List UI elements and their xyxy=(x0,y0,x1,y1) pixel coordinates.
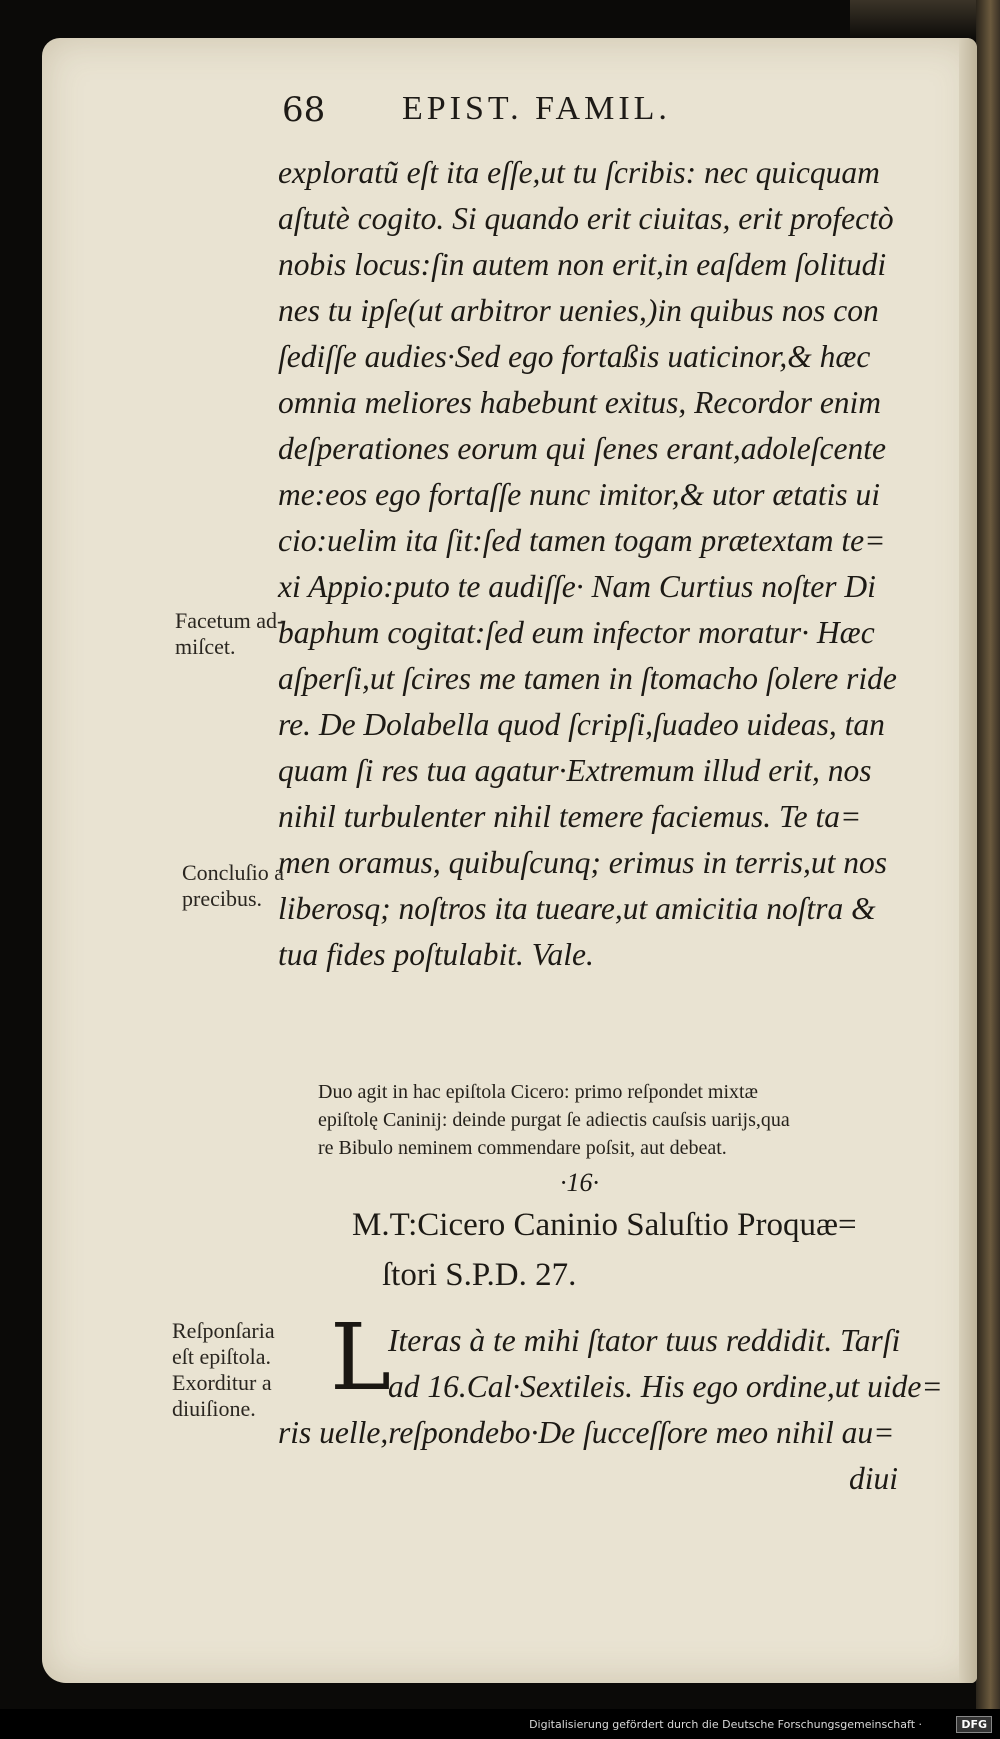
margin-note-line: miſcet. xyxy=(175,634,236,659)
text-line: deſperationes eorum qui ſenes erant,adoleſcente xyxy=(278,431,886,466)
text-line: exploratũ eſt ita eſſe,ut tu ſcribis: nec quicquam xyxy=(278,155,880,190)
margin-note-line: Reſponſaria xyxy=(172,1318,275,1343)
margin-note-line: Facetum ad- xyxy=(175,608,285,633)
text-line: nobis locus:ſin autem non erit,in eaſdem ſolitudi xyxy=(278,247,887,282)
section-number: ·16· xyxy=(560,1168,599,1197)
dfg-logo: DFG xyxy=(956,1716,992,1733)
letter-text xyxy=(278,1318,943,1502)
text-line: ad 16.Cal·Sextileis. His ego ordine,ut uide= xyxy=(388,1369,943,1404)
margin-note-line: Concluſio a xyxy=(182,860,285,885)
book-spine xyxy=(976,0,1000,1739)
text-line: xi Appio:puto te audiſſe· Nam Curtius noſter Di xyxy=(278,569,876,604)
text-line: ſediſſe audies·Sed ego fortaßis uaticinor,& hæc xyxy=(278,339,871,374)
text-line: Iteras à te mihi ſtator tuus reddidit. Tarſi xyxy=(388,1323,901,1358)
main-text xyxy=(278,150,898,978)
heading-line: M.T:Cicero Caninio Saluſtio Proquæ= xyxy=(352,1207,857,1243)
text-line: nes tu ipſe(ut arbitror uenies,)in quibus nos con xyxy=(278,293,879,328)
margin-note-facetum xyxy=(175,608,284,660)
margin-note-line: Exorditur a xyxy=(172,1370,272,1395)
text-line: men oramus, quibuſcunq; erimus in terris,ut nos xyxy=(278,845,887,880)
margin-note-line: precibus. xyxy=(182,886,263,911)
text-line: me:eos ego fortaſſe nunc imitor,& utor ætatis ui xyxy=(278,477,880,512)
funding-notice: Digitalisierung gefördert durch die Deutsche Forschungsgemeinschaft · xyxy=(529,1718,922,1731)
text-line: omnia meliores habebunt exitus, Recordor enim xyxy=(278,385,882,420)
digitization-footer xyxy=(0,1709,1000,1739)
text-line: liberosq; noſtros ita tueare,ut amicitia noſtra & xyxy=(278,891,876,926)
margin-note-conclusio xyxy=(182,860,284,912)
text-line: aſperſi,ut ſcires me tamen in ſtomacho ſolere ride xyxy=(278,661,897,696)
margin-note-responsaria xyxy=(172,1318,275,1422)
text-line: tua fides poſtulabit. Vale. xyxy=(278,937,594,972)
text-line: quam ſi res tua agatur·Extremum illud erit, nos xyxy=(278,753,872,788)
margin-note-line: diuiſione. xyxy=(172,1396,256,1421)
argument-line: Duo agit in hac epiſtola Cicero: primo reſpondet mixtæ xyxy=(318,1081,758,1103)
catchword: diui xyxy=(848,1461,898,1496)
text-line: cio:uelim ita ſit:ſed tamen togam prætextam te= xyxy=(278,523,886,558)
text-line: aſtutè cogito. Si quando erit ciuitas, erit profectò xyxy=(278,201,894,236)
argument-line: epiſtolę Caninij: deinde purgat ſe adiectis cauſsis uarijs,qua xyxy=(318,1109,790,1131)
argument-line: re Bibulo neminem commendare poſsit, aut debeat. xyxy=(318,1137,727,1159)
text-line: baphum cogitat:ſed eum infector moratur· Hæc xyxy=(278,615,875,650)
text-line: re. De Dolabella quod ſcripſi,ſuadeo uideas, tan xyxy=(278,707,885,742)
page-number: 68 xyxy=(282,90,326,130)
letter-argument xyxy=(318,1078,918,1162)
running-title: EPIST. FAMIL. xyxy=(402,90,671,127)
drop-cap: L xyxy=(330,1304,392,1411)
heading-line: ſtori S.P.D. 27. xyxy=(382,1257,577,1293)
page-edge xyxy=(959,38,977,1683)
text-line: nihil turbulenter nihil temere faciemus. Te ta= xyxy=(278,799,862,834)
running-head xyxy=(282,90,842,140)
margin-note-line: eſt epiſtola. xyxy=(172,1344,271,1369)
letter-heading xyxy=(352,1200,912,1300)
text-line: ris uelle,reſpondebo·De ſucceſſore meo nihil au= xyxy=(278,1415,895,1450)
